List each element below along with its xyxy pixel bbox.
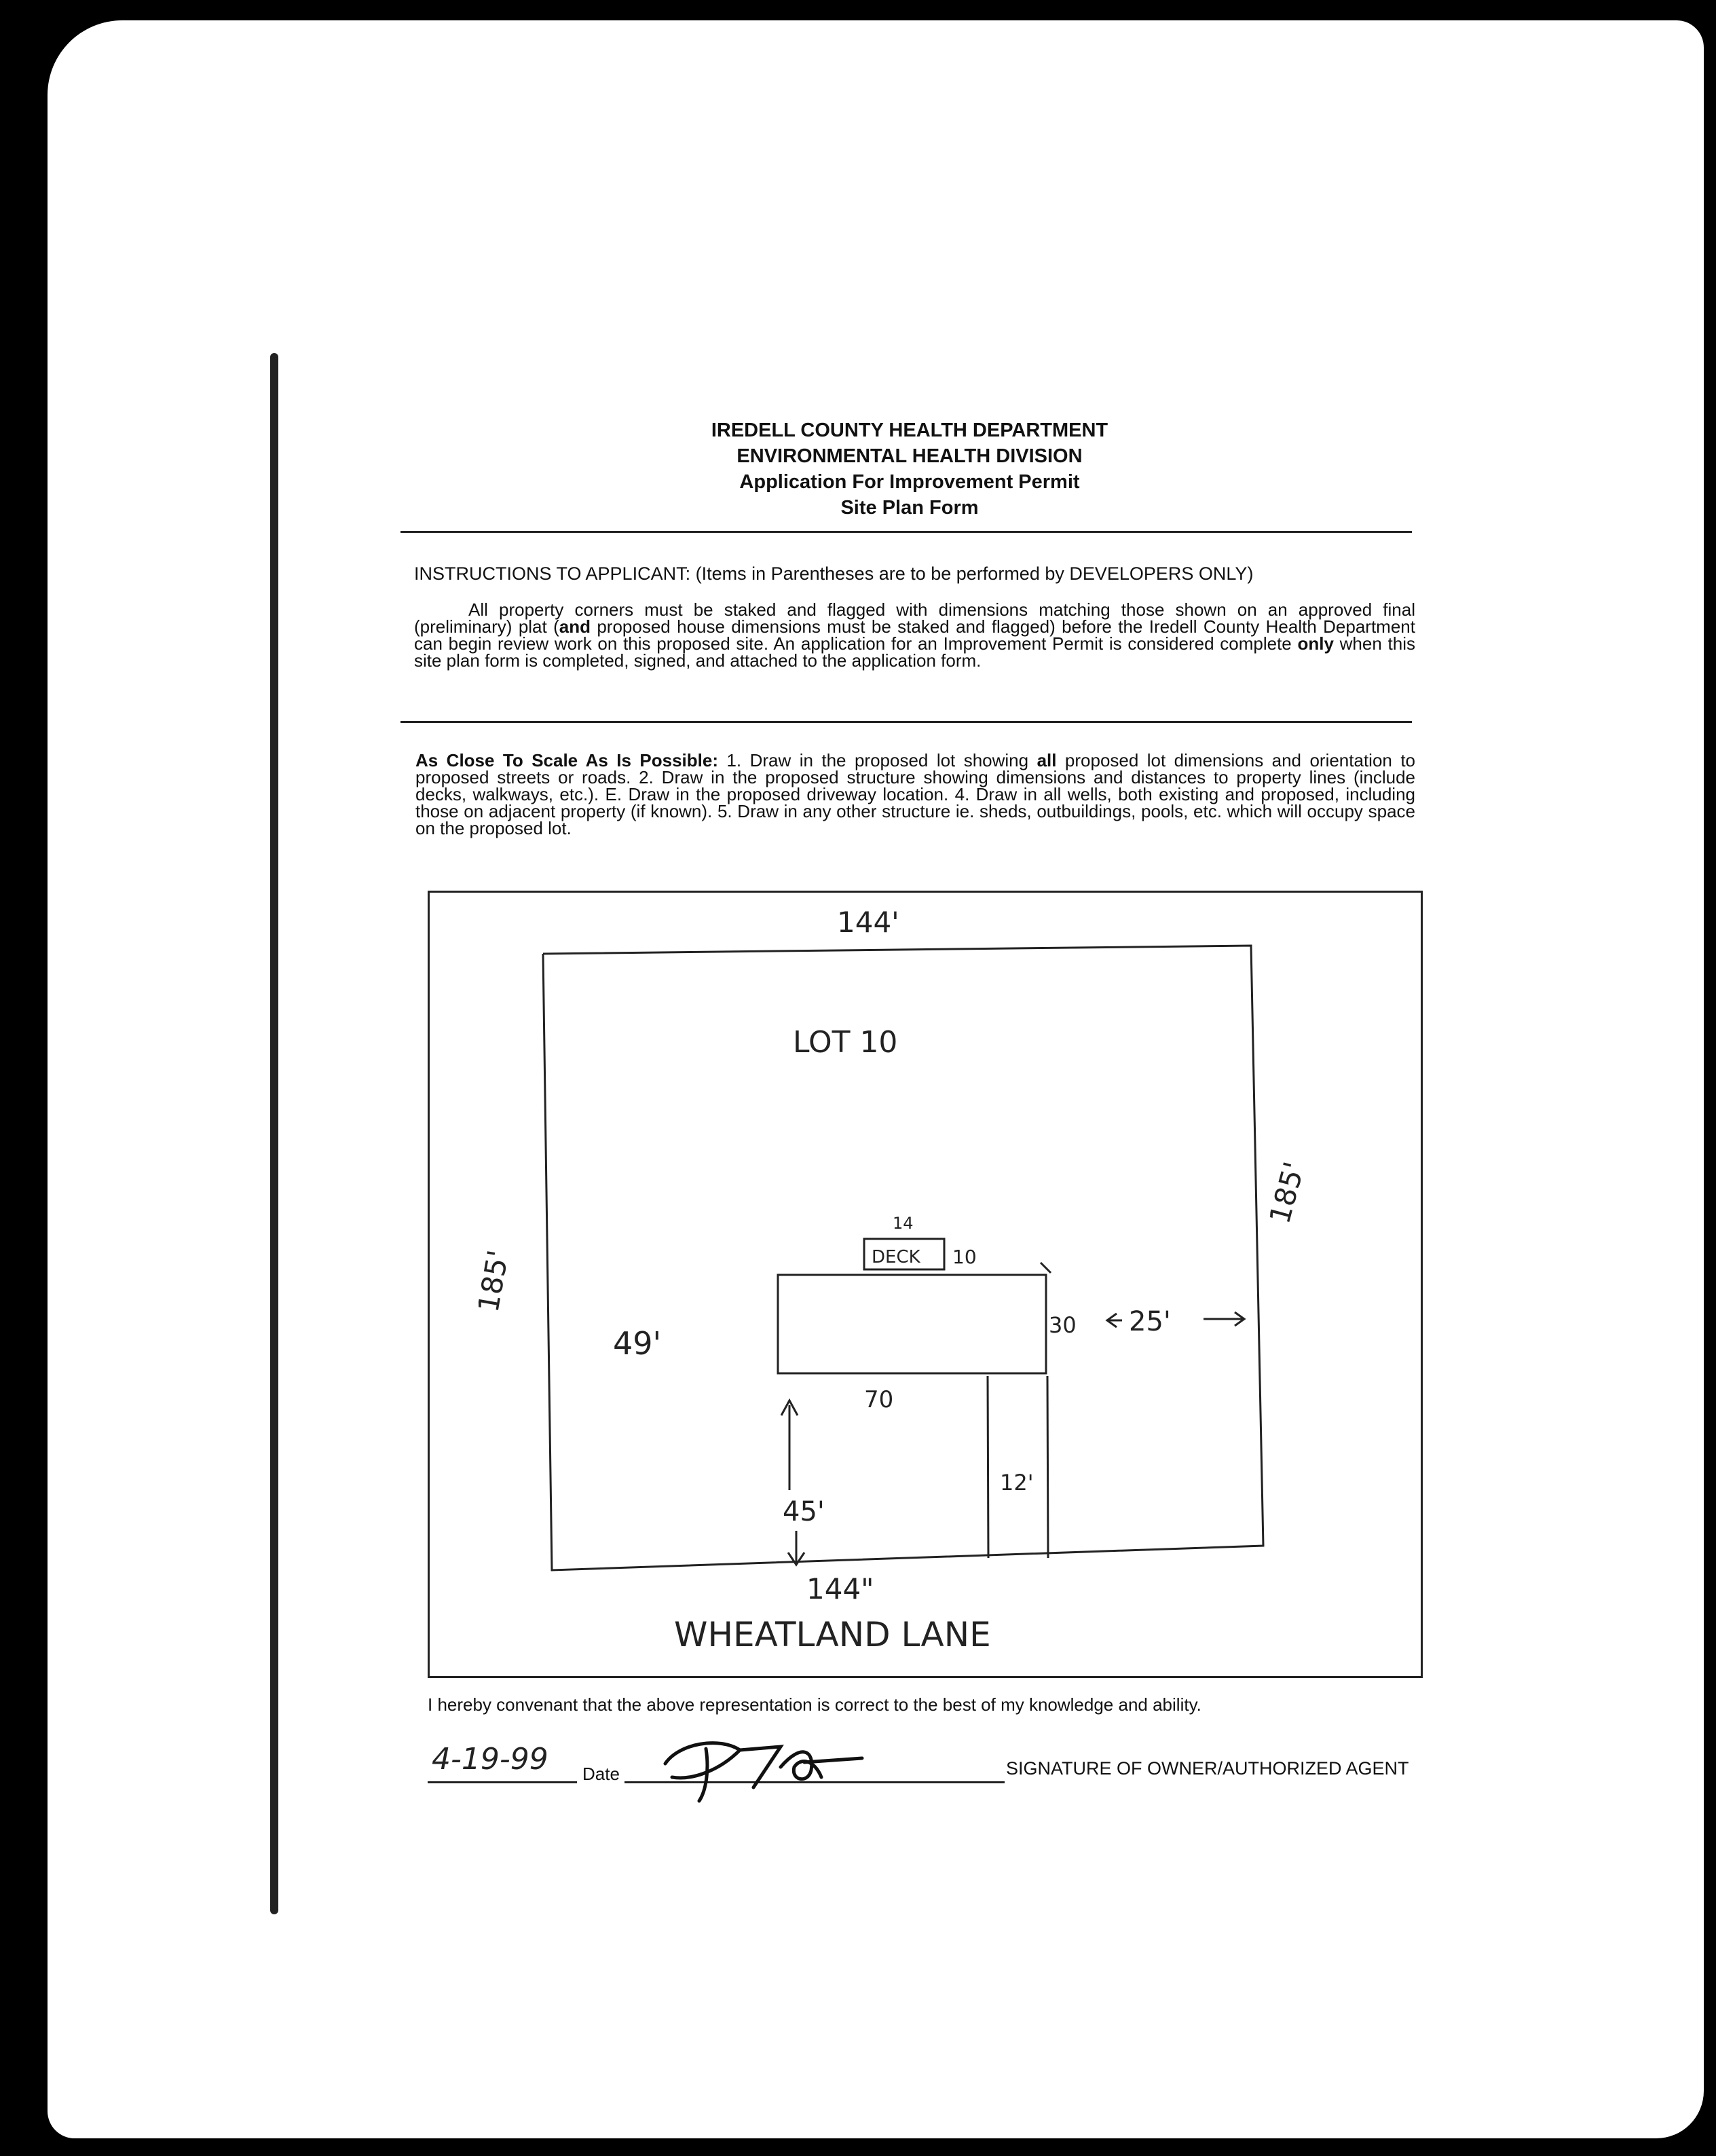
deck-width-label: 14 bbox=[893, 1214, 914, 1233]
signature-line bbox=[428, 1742, 1446, 1796]
scale-text-all: all bbox=[1037, 750, 1057, 770]
instructions-title: INSTRUCTIONS TO APPLICANT: (Items in Parentheses are to be performed by DEVELOPERS ONLY) bbox=[414, 563, 1254, 584]
house-dim-tick bbox=[1041, 1263, 1051, 1273]
scale-lead: As Close To Scale As Is Possible: bbox=[415, 750, 719, 770]
deck-depth-label: 10 bbox=[952, 1246, 977, 1268]
covenant-statement: I hereby convenant that the above representation is correct to the best of my knowledge and ability. bbox=[428, 1694, 1201, 1715]
instructions-text-only: only bbox=[1297, 633, 1334, 654]
application-title: Application For Improvement Permit bbox=[739, 471, 1080, 493]
deck-label: DECK bbox=[872, 1247, 920, 1267]
instructions-text-and: and bbox=[559, 616, 591, 637]
house-depth-label: 30 bbox=[1049, 1312, 1077, 1338]
scale-text-1: 1. Draw in the proposed lot showing bbox=[718, 750, 1037, 770]
driveway-width-label: 12' bbox=[1000, 1470, 1034, 1495]
date-value: 4-19-99 bbox=[432, 1742, 548, 1777]
scale-instructions bbox=[415, 752, 1415, 837]
lot-label: LOT 10 bbox=[793, 1025, 898, 1060]
form-header bbox=[407, 417, 1412, 521]
right-dimension-label: 185' bbox=[1263, 1158, 1311, 1227]
street-label: WHEATLAND LANE bbox=[674, 1615, 991, 1654]
divider bbox=[400, 531, 1412, 533]
site-plan-drawing bbox=[430, 893, 1421, 1676]
instructions-text-1: All property corners must be staked and flagged with dimensions matching those shown on an approved final (preliminary) plat ( bbox=[414, 599, 1415, 637]
handwritten-signature bbox=[652, 1730, 876, 1804]
driveway-right-edge bbox=[1047, 1376, 1048, 1558]
left-setback-label: 49' bbox=[613, 1325, 662, 1362]
divider bbox=[400, 721, 1412, 723]
division-title: ENVIRONMENTAL HEALTH DIVISION bbox=[736, 445, 1083, 467]
date-label: Date bbox=[582, 1764, 620, 1784]
binding-edge bbox=[270, 353, 278, 1914]
house-outline bbox=[778, 1275, 1046, 1373]
scale-text-2: proposed lot dimensions and orientation to proposed streets or roads. 2. Draw in the proposed structure showing dimensions and distances to property lines (include decks, walkways, etc.). E. Draw in the proposed driveway location. 4. Draw in all wells, both existing and proposed, including those on adjacent property (if known). 5. Draw in any other structure ie. sheds, outbuildings, pools, etc. which will occupy space on the proposed lot. bbox=[415, 750, 1415, 838]
side-setback-label: 25' bbox=[1129, 1306, 1171, 1337]
instructions-text-2: proposed house dimensions must be staked and flagged) before the Iredell County Health Department can begin review work on this proposed site. An application for an Improvement Permit is considered complete bbox=[414, 616, 1415, 654]
signature-label: SIGNATURE OF OWNER/AUTHORIZED AGENT bbox=[1006, 1758, 1409, 1779]
left-dimension-label: 185' bbox=[471, 1247, 515, 1315]
instructions-body bbox=[414, 601, 1415, 669]
form-title: Site Plan Form bbox=[840, 497, 979, 519]
house-width-label: 70 bbox=[864, 1386, 894, 1413]
instructions-text-3: when this site plan form is completed, signed, and attached to the application form. bbox=[414, 633, 1415, 671]
top-dimension-label: 144' bbox=[837, 906, 899, 939]
date-underline bbox=[428, 1781, 577, 1783]
site-plan-box bbox=[428, 891, 1423, 1678]
bottom-dimension-label: 144" bbox=[806, 1572, 874, 1605]
department-title: IREDELL COUNTY HEALTH DEPARTMENT bbox=[711, 420, 1108, 441]
front-setback-label: 45' bbox=[783, 1496, 825, 1527]
